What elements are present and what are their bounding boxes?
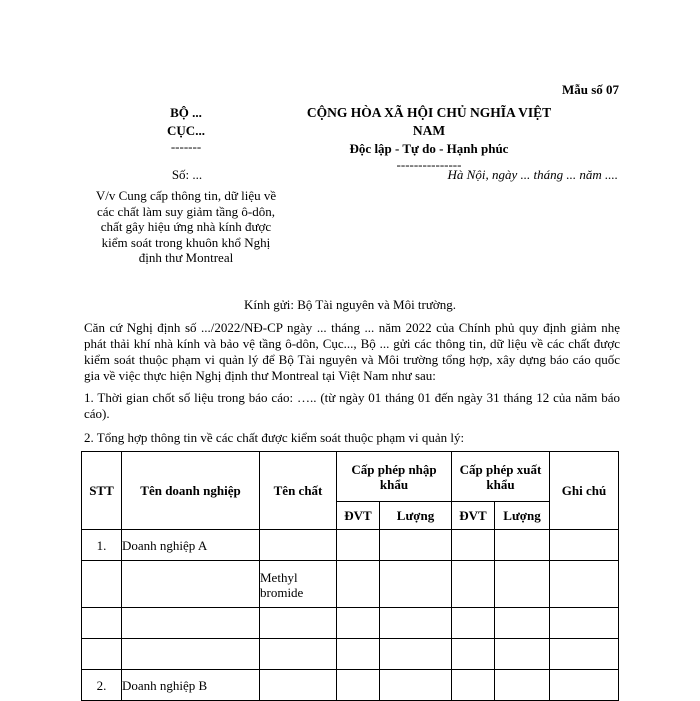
subject-line: kiểm soát trong khuôn khổ Nghị	[101, 234, 271, 250]
header-import-unit: ĐVT	[337, 502, 380, 530]
table-row	[82, 608, 619, 639]
cell	[337, 608, 380, 639]
place-date: Hà Nội, ngày ... tháng ... năm ....	[447, 167, 618, 182]
department-name: CỤC...	[167, 123, 205, 138]
row-company: Doanh nghiệp A	[122, 530, 260, 561]
substances-table	[81, 451, 619, 701]
national-title: CỘNG HÒA XÃ HỘI CHỦ NGHĨA VIỆT NAM	[306, 105, 552, 138]
national-separator: ---------------	[396, 157, 462, 172]
national-header	[300, 104, 558, 172]
header-stt: STT	[82, 452, 122, 530]
cell	[380, 670, 452, 701]
subject-line: V/v Cung cấp thông tin, dữ liệu về	[95, 188, 277, 203]
header-substance: Tên chất	[260, 452, 337, 530]
header-export-quantity: Lượng	[495, 502, 550, 530]
cell	[337, 670, 380, 701]
cell	[495, 670, 550, 701]
subject-line: các chất làm suy giảm tầng ô-dôn,	[97, 203, 275, 219]
row-company	[122, 608, 260, 639]
header-company: Tên doanh nghiệp	[122, 452, 260, 530]
intro-paragraph: Căn cứ Nghị định số .../2022/NĐ-CP ngày ... tháng ... năm 2022 của Chính phủ quy định giảm nhẹ phát thải khí nhà kính và bảo vệ tầng ô-dôn, Cục..., Bộ ... gửi các thông tin, dữ liệu về các chất được kiểm soát thuộc phạm vi quản lý để Bộ Tài nguyên và Môi trường tổng hợp, xây dựng báo cáo quốc gia về việc thực hiện Nghị định thư Montreal tại Việt Nam như sau:	[84, 320, 620, 383]
row-company	[122, 639, 260, 670]
cell	[337, 561, 380, 608]
cell	[495, 608, 550, 639]
row-stt	[82, 639, 122, 670]
subject-line: chất gây hiệu ứng nhà kính được	[100, 219, 272, 234]
document-number: Số: ...	[171, 167, 203, 182]
national-motto: Độc lập - Tự do - Hạnh phúc	[349, 141, 509, 156]
agency-header	[150, 104, 222, 154]
form-number: Mẫu số 07	[561, 82, 619, 97]
agency-separator: -------	[170, 139, 202, 154]
cell	[550, 561, 619, 608]
row-stt	[82, 561, 122, 608]
cell	[452, 608, 495, 639]
item-2-paragraph: 2. Tổng hợp thông tin về các chất được kiểm soát thuộc phạm vi quản lý:	[84, 430, 465, 445]
cell	[550, 639, 619, 670]
header-export-unit: ĐVT	[452, 502, 495, 530]
row-substance	[260, 670, 337, 701]
cell	[452, 561, 495, 608]
row-substance	[260, 639, 337, 670]
cell	[550, 530, 619, 561]
table-row	[82, 639, 619, 670]
table-row	[82, 670, 619, 701]
subject-line: định thư Montreal	[138, 250, 234, 265]
cell	[380, 561, 452, 608]
row-stt: 2.	[82, 670, 122, 701]
cell	[495, 639, 550, 670]
cell	[337, 530, 380, 561]
cell	[495, 561, 550, 608]
row-stt: 1.	[82, 530, 122, 561]
cell	[495, 530, 550, 561]
row-substance	[260, 608, 337, 639]
header-import-quantity: Lượng	[380, 502, 452, 530]
cell	[550, 670, 619, 701]
cell	[380, 639, 452, 670]
cell	[380, 530, 452, 561]
header-note: Ghi chú	[550, 452, 619, 530]
cell	[337, 639, 380, 670]
row-substance	[260, 530, 337, 561]
row-stt	[82, 608, 122, 639]
cell	[452, 530, 495, 561]
cell	[452, 639, 495, 670]
recipient-line: Kính gửi: Bộ Tài nguyên và Môi trường.	[243, 297, 457, 312]
header-import: Cấp phép nhập khẩu	[337, 452, 452, 502]
row-company	[122, 561, 260, 608]
table-row	[82, 530, 619, 561]
table-row	[82, 561, 619, 608]
cell	[550, 608, 619, 639]
cell	[380, 608, 452, 639]
row-company: Doanh nghiệp B	[122, 670, 260, 701]
subject-block	[86, 188, 286, 266]
row-substance: Methyl bromide	[260, 561, 337, 608]
ministry-name: BỘ ...	[170, 105, 202, 120]
item-1-paragraph: 1. Thời gian chốt số liệu trong báo cáo: ….. (từ ngày 01 tháng 01 đến ngày 31 tháng 12 của năm báo cáo).	[84, 390, 620, 421]
header-export: Cấp phép xuất khẩu	[452, 452, 550, 502]
cell	[452, 670, 495, 701]
